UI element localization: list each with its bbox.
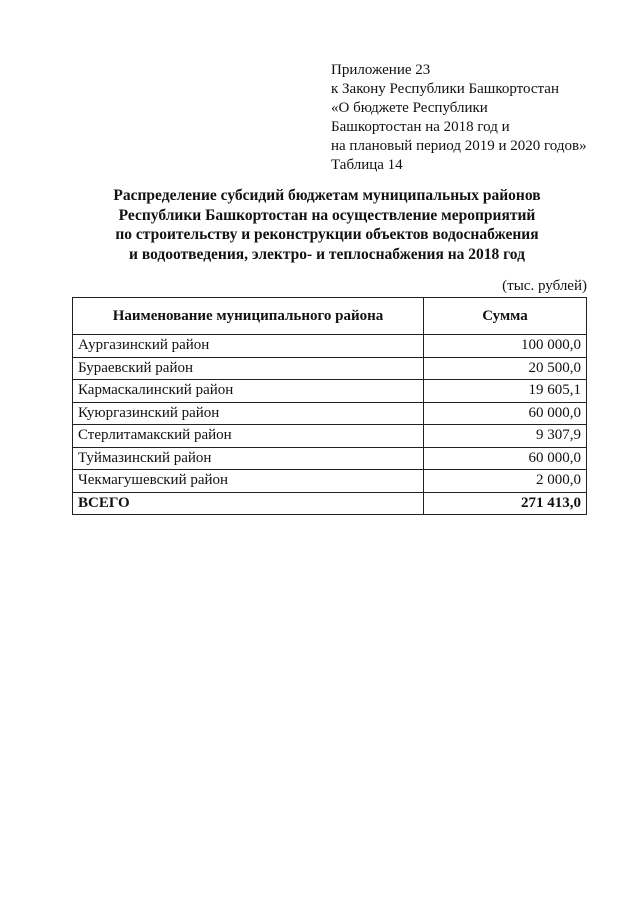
total-row xyxy=(73,492,587,515)
title-line-1: Распределение субсидий бюджетам муниципальных районов xyxy=(113,187,541,204)
district-amount: 100 000,0 xyxy=(424,335,587,358)
header-amount: Сумма xyxy=(424,298,587,335)
appendix-law-title-line-2: Башкортостан на 2018 год и xyxy=(331,119,510,135)
table-row xyxy=(73,470,587,493)
table-row xyxy=(73,447,587,470)
appendix-number: Приложение 23 xyxy=(331,62,431,78)
district-name: Куюргазинский район xyxy=(73,402,424,425)
document-title xyxy=(70,186,584,264)
title-line-3: по строительству и реконструкции объектов водоснабжения xyxy=(115,226,539,243)
table-number: Таблица 14 xyxy=(331,157,403,173)
total-amount: 271 413,0 xyxy=(424,492,587,515)
district-name: Туймазинский район xyxy=(73,447,424,470)
table-row xyxy=(73,335,587,358)
district-name: Бураевский район xyxy=(73,357,424,380)
district-name: Чекмагушевский район xyxy=(73,470,424,493)
appendix-header xyxy=(331,61,631,175)
district-amount: 60 000,0 xyxy=(424,447,587,470)
appendix-law-title-line-3: на плановый период 2019 и 2020 годов» xyxy=(331,138,587,154)
title-line-4: и водоотведения, электро- и теплоснабжения на 2018 год xyxy=(129,245,525,263)
district-name: Аургазинский район xyxy=(73,335,424,358)
district-amount: 60 000,0 xyxy=(424,402,587,425)
appendix-law-title-line-1: «О бюджете Республики xyxy=(331,100,488,116)
district-amount: 20 500,0 xyxy=(424,357,587,380)
title-line-2: Республики Башкортостан на осуществление мероприятий xyxy=(118,206,536,224)
table-header-row xyxy=(73,298,587,335)
header-district-name: Наименование муниципального района xyxy=(73,298,424,335)
total-label: ВСЕГО xyxy=(73,492,424,515)
district-amount: 2 000,0 xyxy=(424,470,587,493)
table-row xyxy=(73,402,587,425)
subsidy-table xyxy=(72,297,587,515)
table-row xyxy=(73,380,587,403)
units-label: (тыс. рублей) xyxy=(502,278,587,294)
table-row xyxy=(73,425,587,448)
district-amount: 9 307,9 xyxy=(424,425,587,448)
district-name: Стерлитамакский район xyxy=(73,425,424,448)
district-name: Кармаскалинский район xyxy=(73,380,424,403)
table-row xyxy=(73,357,587,380)
appendix-law-line: к Закону Республики Башкортостан xyxy=(331,81,559,97)
district-amount: 19 605,1 xyxy=(424,380,587,403)
